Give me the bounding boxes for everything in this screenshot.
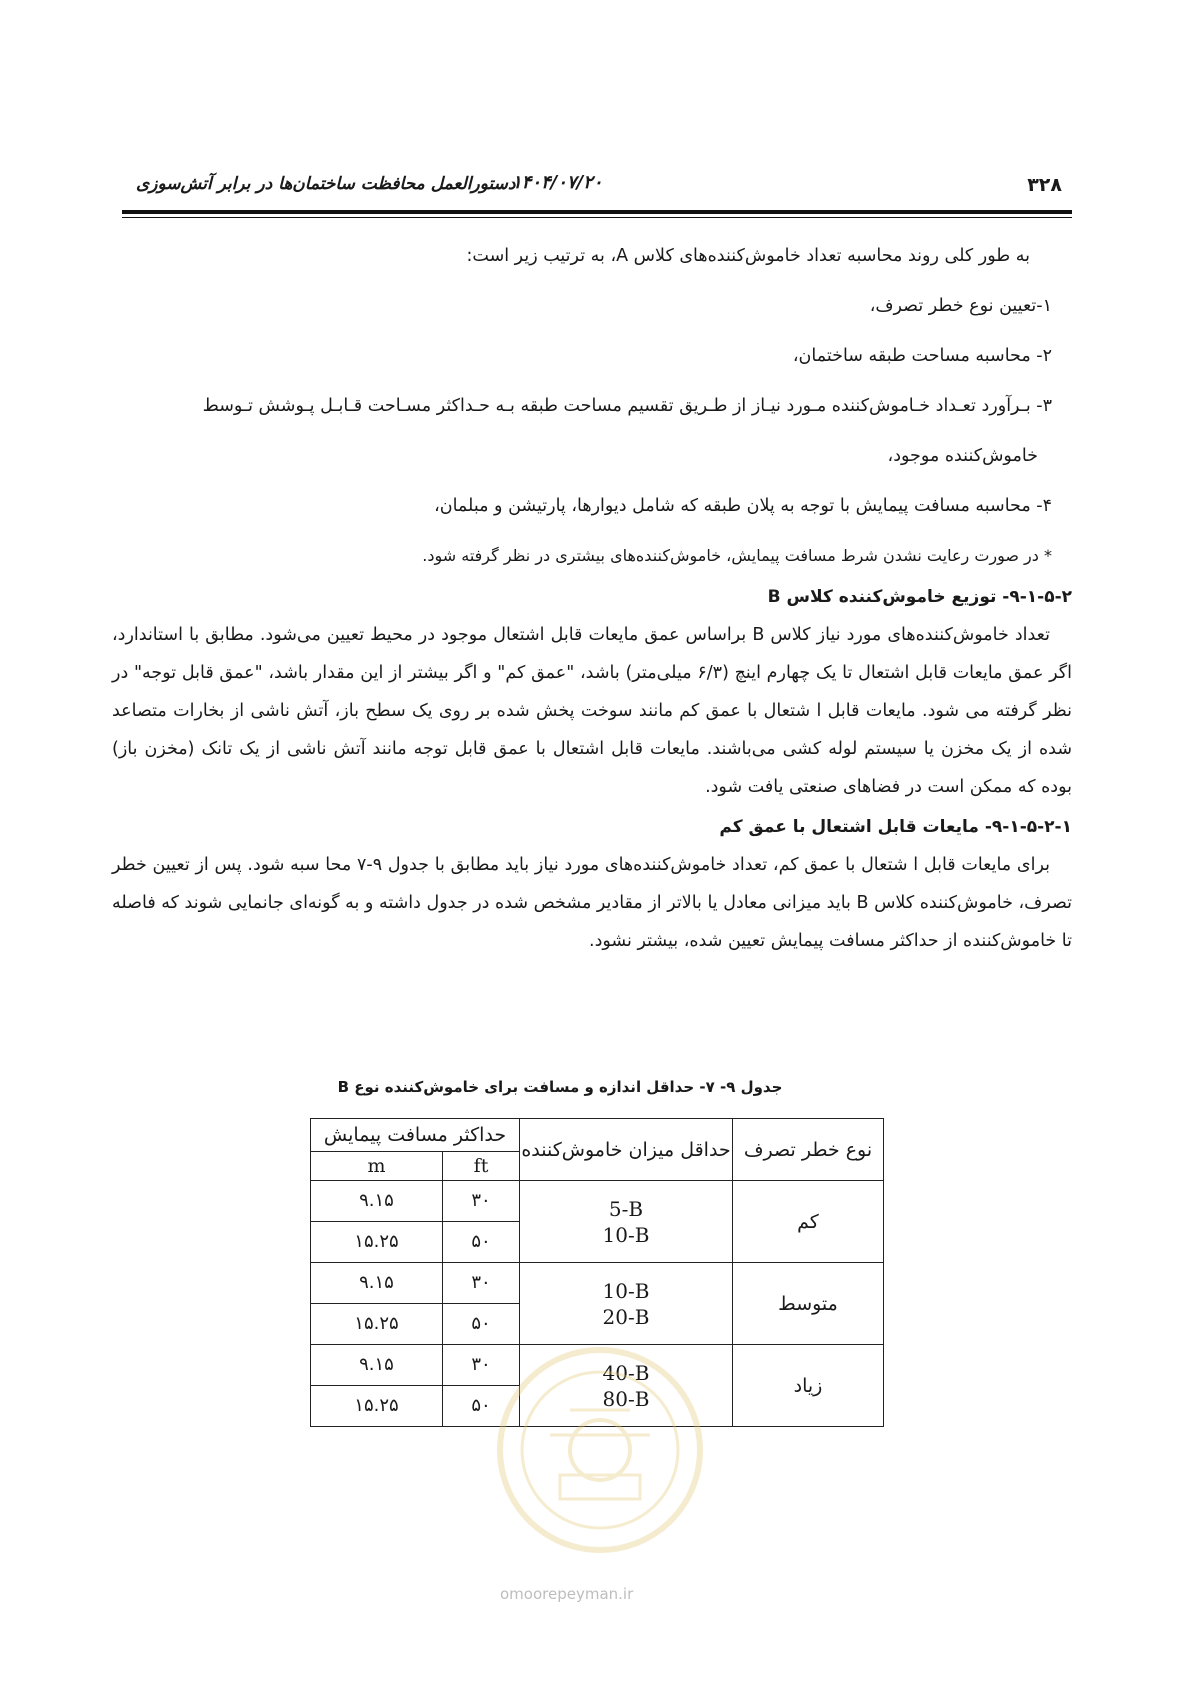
step-3: ۳- بـرآورد تعـداد خـاموش‌کننده مـورد نیـاز از طـریق تقسیم مساحت طبقه بـه حـداکثر مسـاحت قـابـل پـوشش تـوسط: [202, 396, 1052, 416]
hazard-cell: کم: [733, 1181, 884, 1263]
step-4: ۴- محاسبه مسافت پیمایش با توجه به پلان طبقه که شامل دیوارها، پارتیشن و مبلمان،: [434, 496, 1052, 516]
header-min-rating: حداقل میزان خاموش‌کننده: [520, 1119, 733, 1181]
rating-cell: [520, 1181, 733, 1263]
page-number: ۳۲۸: [1027, 174, 1062, 196]
header-rule-thin: [122, 217, 1072, 218]
header-ft: ft: [443, 1152, 520, 1181]
intro-paragraph: به طور کلی روند محاسبه تعداد خاموش‌کننده‌های کلاس A، به ترتیب زیر است:: [466, 246, 1030, 266]
section-heading-shallow: ۹-۱-۵-۲-۱- مایعات قابل اشتعال با عمق کم: [719, 817, 1072, 837]
ft-cell: ۵۰: [443, 1386, 520, 1427]
section-paragraph-shallow: برای مایعات قابل ا شتعال با عمق کم، تعداد خاموش‌کننده‌های مورد نیاز باید مطابق با جدول ۹-۷ محا سبه شود. پس از تعیین خطر تصرف، خاموش‌کننده کلاس B باید میزانی معادل یا بالاتر از مقادیر مشخص شده در جدول داشته و به گونه‌ای جانمایی شوند که فاصله تا خاموش‌کننده از حداکثر مسافت پیمایش تعیین شده، بیشتر نشود.: [111, 855, 1072, 951]
ft-cell: ۳۰: [443, 1345, 520, 1386]
hazard-cell: متوسط: [733, 1263, 884, 1345]
step-1: ۱-تعیین نوع خطر تصرف،: [869, 296, 1052, 316]
header-date: ۱۴۰۴/۰۷/۲۰: [512, 172, 603, 193]
rating-value: 80-B: [602, 1386, 650, 1411]
watermark-seal-icon: [490, 1340, 710, 1560]
m-cell: ۹.۱۵: [311, 1263, 443, 1304]
m-cell: ۱۵.۲۵: [311, 1386, 443, 1427]
table-row: [311, 1181, 884, 1222]
section-heading-class-b: ۹-۱-۵-۲- توزیع خاموش‌کننده کلاس B: [767, 587, 1072, 607]
step-2: ۲- محاسبه مساحت طبقه ساختمان،: [792, 346, 1052, 366]
ft-cell: ۵۰: [443, 1304, 520, 1345]
ft-cell: ۳۰: [443, 1263, 520, 1304]
section-paragraph-class-b: تعداد خاموش‌کننده‌های مورد نیاز کلاس B براساس عمق مایعات قابل اشتعال موجود در محیط تعیین می‌شود. مطابق با استاندارد، اگر عمق مایعات قابل اشتعال تا یک چهارم اینچ (۶/۳ میلی‌متر) باشد، "عمق کم" و اگر بیشتر از این مقدار باشد، "عمق قابل توجه" در نظر گرفته می شود. مایعات قابل ا شتعال با عمق کم مانند سوخت پخش شده بر روی یک سطح باز، آتش ناشی از بخارات متصاعد شده از یک مخزن یا سیستم لوله کشی می‌باشند. مایعات قابل اشتعال با عمق قابل توجه مانند آتش ناشی از یک تانک (مخزن باز) بوده که ممکن است در فضاهای صنعتی یافت شود.: [112, 625, 1073, 797]
watermark-text: omoorepeyman.ir: [500, 1585, 634, 1603]
document-body: [112, 240, 1072, 960]
header-rule-thick: [122, 210, 1072, 214]
header-max-distance: حداکثر مسافت پیمایش: [311, 1119, 520, 1152]
m-cell: ۱۵.۲۵: [311, 1222, 443, 1263]
rating-value: 10-B: [602, 1278, 650, 1303]
header-m: m: [311, 1152, 443, 1181]
ft-cell: ۳۰: [443, 1181, 520, 1222]
step-3-cont: خاموش‌کننده موجود،: [887, 446, 1038, 466]
header-title: دستورالعمل محافظت ساختمان‌ها در برابر آتش‌سوزی: [136, 174, 516, 194]
rating-value: 10-B: [602, 1222, 650, 1247]
rating-cell: [520, 1263, 733, 1345]
rating-value: 5-B: [608, 1196, 644, 1221]
m-cell: ۱۵.۲۵: [311, 1304, 443, 1345]
m-cell: ۹.۱۵: [311, 1181, 443, 1222]
note: * در صورت رعایت نشدن شرط مسافت پیمایش، خاموش‌کننده‌های بیشتری در نظر گرفته شود.: [422, 546, 1052, 565]
header-hazard: نوع خطر تصرف: [733, 1119, 884, 1181]
table-caption: جدول ۹- ۷- حداقل اندازه و مسافت برای خاموش‌کننده نوع B: [337, 1078, 783, 1096]
rating-value: 40-B: [602, 1360, 650, 1385]
m-cell: ۹.۱۵: [311, 1345, 443, 1386]
rating-value: 20-B: [602, 1304, 650, 1329]
ft-cell: ۵۰: [443, 1222, 520, 1263]
page-header: [122, 168, 1072, 208]
hazard-cell: زیاد: [733, 1345, 884, 1427]
table-row: [311, 1263, 884, 1304]
